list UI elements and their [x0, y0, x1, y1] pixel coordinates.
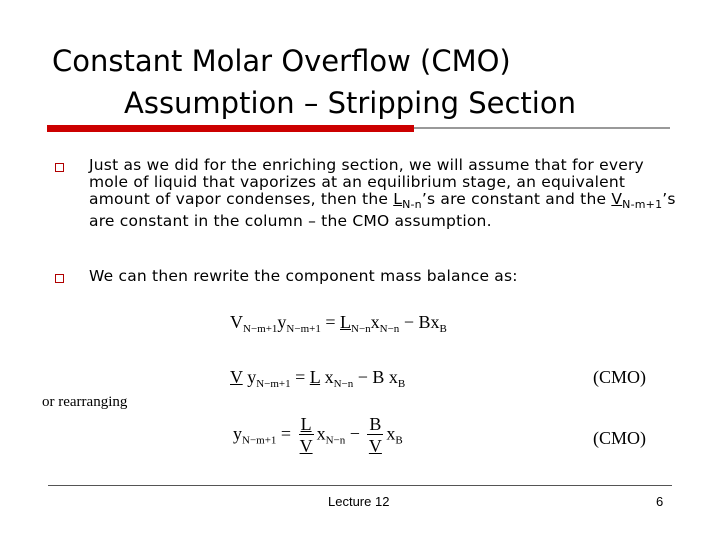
equation-3: $y_{N-m+1}$ = $\frac{L}{V}$ $x_{N-n}$ − $\frac{B}{V}$ $x_B$ [233, 414, 403, 456]
footer-lecture: Lecture 12 [328, 494, 390, 509]
or-rearranging-text: or rearranging [42, 394, 128, 410]
footer-page-number: 6 [656, 494, 664, 509]
page-title [52, 40, 576, 124]
title-line-2: Assumption – Stripping Section [124, 86, 576, 120]
bullet-square-icon [55, 274, 64, 283]
title-underline-red [47, 125, 414, 132]
title-underline-gray [414, 127, 670, 129]
cmo-label: (CMO) [593, 428, 646, 448]
cmo-label: (CMO) [593, 367, 646, 387]
equation-1: $V_{N-m+1}y_{N-m+1} = L_{N-n}x_{N-n} - Bx_B$ [230, 312, 447, 335]
equation-2: V $y_{N-m+1} = L$ $x_{N-n} - B$ $x_B$ [230, 367, 406, 390]
bullet-2-text: We can then rewrite the component mass balance as: [89, 267, 518, 285]
title-line-1: Constant Molar Overflow (CMO) [52, 44, 511, 78]
bullet-1-text: Just as we did for the enriching section, we will assume that for every mole of liquid that vaporizes at an equilibrium stage, an equivalent amount of vapor condenses, then the $L_{N-n}’s$ are constant and the $V_{N-m+1}’s$ are constant in the column – the CMO assumption. [89, 156, 676, 231]
bullet-square-icon [55, 163, 64, 172]
footer-divider [48, 485, 672, 486]
